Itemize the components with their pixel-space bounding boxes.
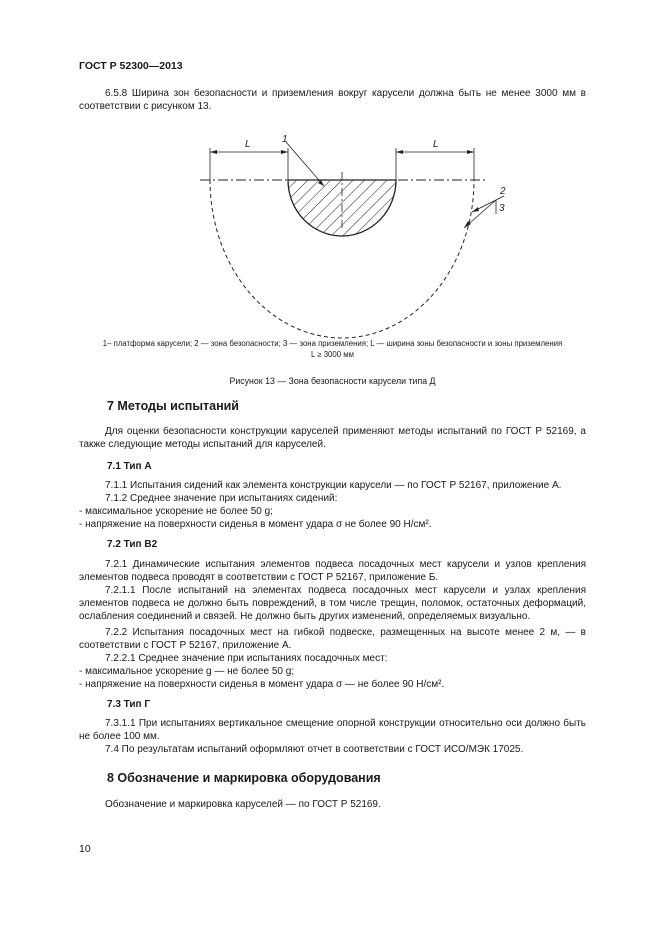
paragraph-6-5-8: 6.5.8 Ширина зон безопасности и приземления вокруг карусели должна быть не менее 3000 мм в соответствии с рисунком 13.: [79, 88, 586, 112]
list-item: - напряжение на поверхности сиденья в момент удара σ не более 90 Н/см².: [79, 519, 432, 530]
paragraph-7-2-1: 7.2.1 Динамические испытания элементов подвеса посадочных мест карусели и узлов крепления элементов подвеса проводят в соответствии с ГОСТ Р 52167, приложение Б.: [79, 559, 586, 583]
paragraph-7-2-2: 7.2.2 Испытания посадочных мест на гибкой подвеске, размещенных на высоте менее 2 м, — в соответствии с ГОСТ Р 52167, приложение А.: [79, 627, 586, 651]
figure-title: Рисунок 13 — Зона безопасности карусели типа Д: [229, 376, 436, 386]
figure-13-diagram: [190, 128, 530, 340]
section-8-text: Обозначение и маркировка каруселей — по ГОСТ Р 52169.: [105, 799, 381, 810]
paragraph-7-4: 7.4 По результатам испытаний оформляют отчет в соответствии с ГОСТ ИСО/МЭК 17025.: [105, 744, 524, 755]
section-7-heading: 7 Методы испытаний: [107, 399, 239, 413]
label-3: 3: [499, 203, 505, 214]
document-header: ГОСТ Р 52300—2013: [79, 60, 183, 72]
paragraph-7-3-1-1: 7.3.1.1 При испытаниях вертикальное смещение опорной конструкции относительно оси должно быть не более 100 мм.: [79, 718, 586, 742]
figure-caption-condition: L ≥ 3000 мм: [311, 350, 354, 359]
label-2: 2: [500, 186, 506, 197]
label-L-right: L: [433, 139, 439, 150]
paragraph-7-1-2: 7.1.2 Среднее значение при испытаниях сидений:: [105, 493, 338, 504]
list-item: - максимальное ускорение g — не более 50 g;: [79, 666, 295, 677]
page-number: 10: [79, 843, 91, 855]
paragraph-7-2-2-1: 7.2.2.1 Среднее значение при испытаниях посадочных мест:: [105, 653, 388, 664]
section-8-heading: 8 Обозначение и маркировка оборудования: [107, 771, 381, 785]
section-7-2-heading: 7.2 Тип В2: [107, 539, 158, 550]
section-7-3-heading: 7.3 Тип Г: [107, 699, 151, 710]
list-item: - максимальное ускорение не более 50 g;: [79, 506, 273, 517]
label-L-left: L: [245, 139, 251, 150]
figure-caption-legend: 1– платформа карусели; 2 — зона безопасности; 3 — зона приземления; L — ширина зоны безопасности и зоны приземления: [102, 339, 563, 348]
label-1: 1: [282, 134, 288, 145]
list-item: - напряжение на поверхности сиденья в момент удара σ — не более 90 Н/см².: [79, 679, 445, 690]
paragraph-7-2-1-1: 7.2.1.1 После испытаний на элементах подвеса посадочных мест карусели и узлах крепления элементов подвеса не должно быть повреждений, в том числе трещин, поломок, остаточных деформаций, ослабления соединений и связей. Не должно быть других изменений, определяемых визуально.: [79, 585, 586, 622]
section-7-intro: Для оценки безопасности конструкции каруселей применяют методы испытаний по ГОСТ Р 52169, а также следующие методы испытаний для каруселей.: [79, 426, 586, 450]
section-7-1-heading: 7.1 Тип А: [107, 461, 152, 472]
paragraph-7-1-1: 7.1.1 Испытания сидений как элемента конструкции карусели — по ГОСТ Р 52167, приложение А.: [105, 480, 562, 491]
